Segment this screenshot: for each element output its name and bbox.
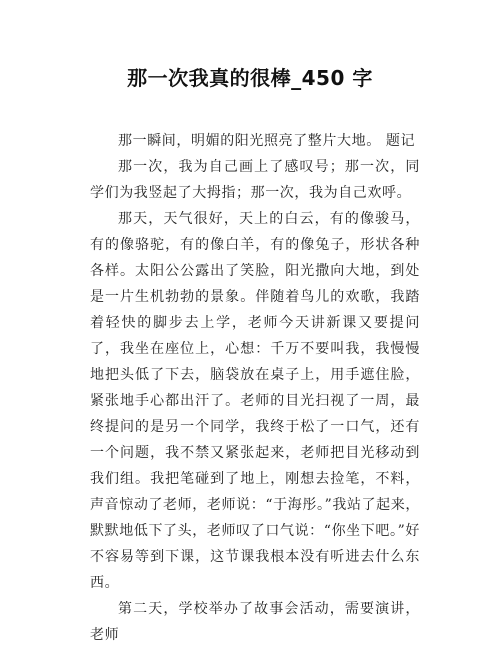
document-body xyxy=(90,128,420,648)
paragraph-intro: 那一次，我为自己画上了感叹号；那一次，同学们为我竖起了大拇指；那一次，我为自己欢呼。 xyxy=(90,159,420,201)
paragraph-epigraph: 那一瞬间，明媚的阳光照亮了整片大地。 题记 xyxy=(118,133,416,149)
paragraph-next-day: 第二天，学校举办了故事会活动，需要演讲，老师 xyxy=(90,601,420,643)
document-title: 那一次我真的很棒_450 字 xyxy=(127,66,373,90)
paragraph-story: 那天，天气很好，天上的白云，有的像骏马，有的像骆驼，有的像白羊，有的像兔子，形状各种各样。太阳公公露出了笑脸，阳光撒向大地，到处是一片生机勃勃的景象。伴随着鸟儿的欢歌，我踏着轻快的脚步去上学，老师今天讲新课又要提问了，我坐在座位上，心想：千万不要叫我，我慢慢地把头低了下去，脑袋放在桌子上，用手遮住脸，紧张地手心都出汗了。老师的目光扫视了一周，最终提问的是另一个同学，我终于松了一口气，还有一个问题，我不禁又紧张起来，老师把目光移动到我们组。我把笔碰到了地上，刚想去捡笔，不料，声音惊动了老师，老师说：“于海彤。”我站了起来，默默地低下了头，老师叹了口气说：“你坐下吧。”好不容易等到下课，这节课我根本没有听进去什么东西。 xyxy=(90,211,420,591)
